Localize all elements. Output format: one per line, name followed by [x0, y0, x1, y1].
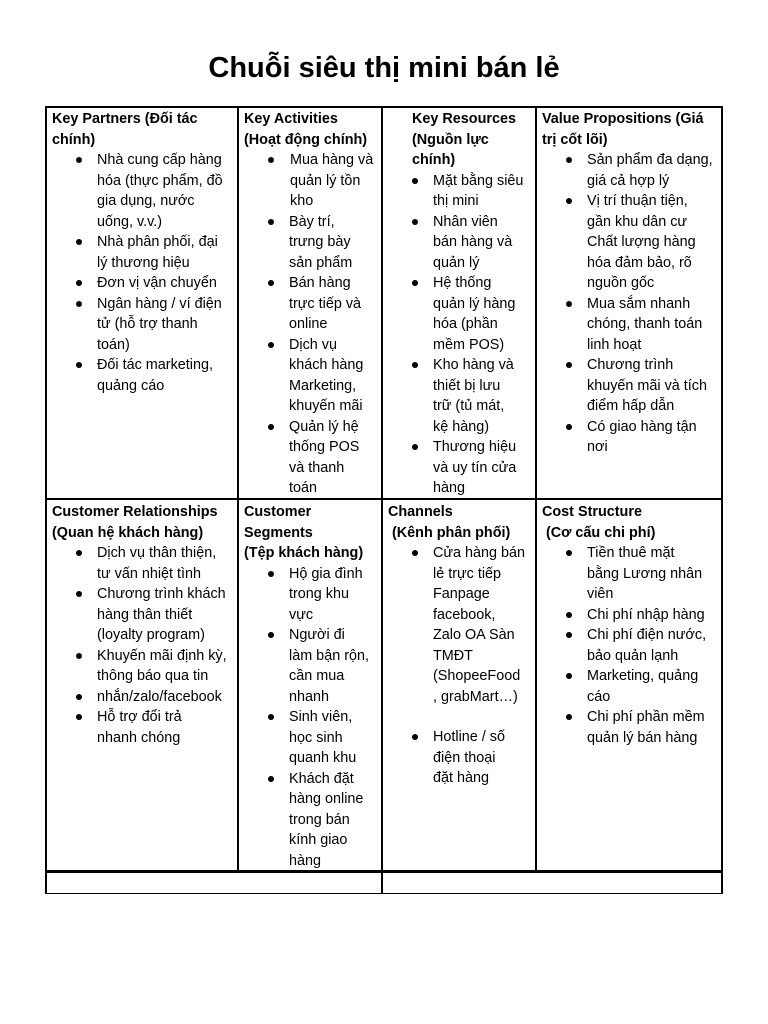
- list-item: [388, 212, 534, 274]
- item-line: và thanh: [289, 459, 345, 476]
- cell-heading: [388, 109, 534, 171]
- cell-heading: [542, 502, 720, 543]
- item-line: Hệ thống: [433, 275, 492, 291]
- item-line: Khuyến mãi định kỳ,: [97, 647, 227, 664]
- cell-key-resources: [388, 109, 534, 497]
- item-line: TMĐT: [433, 647, 473, 664]
- item-line: cần mua: [289, 668, 345, 684]
- list-item: [244, 273, 381, 335]
- item-line: hóa (thực phẩm, đồ: [97, 172, 223, 189]
- table-border-right: [721, 106, 723, 894]
- heading-line: chính): [52, 131, 96, 148]
- bullet-list: [388, 171, 534, 498]
- heading-line: Channels: [388, 504, 453, 520]
- item-line: Sản phẩm đa dạng,: [587, 152, 713, 168]
- list-item: [52, 273, 236, 294]
- item-line: hàng: [433, 480, 466, 496]
- heading-line: chính): [412, 152, 456, 168]
- bullet-list: [542, 543, 720, 748]
- list-item: [52, 687, 236, 708]
- list-item: [388, 727, 534, 789]
- table-divider-col3: [535, 106, 537, 873]
- item-line: Mặt bằng siêu: [433, 172, 524, 189]
- item-line: bảo quản lạnh: [587, 647, 679, 664]
- item-line: online: [289, 316, 328, 332]
- item-line: Nhà cung cấp hàng: [97, 152, 222, 168]
- item-line: Người đi: [289, 627, 345, 643]
- item-line: Sinh viên,: [289, 709, 353, 725]
- list-item: [542, 543, 720, 605]
- item-line: gia dụng, nước: [97, 193, 195, 209]
- item-line: sản phẩm: [289, 254, 353, 271]
- item-line: thị mini: [433, 193, 479, 209]
- item-line: Chi phí điện nước,: [587, 627, 707, 643]
- item-line: và uy tín cửa: [433, 459, 517, 476]
- item-line: hóa đảm bảo, rõ: [587, 254, 692, 271]
- heading-line: (Tệp khách hàng): [244, 545, 364, 561]
- cell-heading: [388, 502, 534, 543]
- item-line: quản lý hàng: [433, 295, 516, 312]
- item-line: trữ (tủ mát,: [433, 398, 505, 414]
- item-line: Ngân hàng / ví điện: [97, 295, 222, 312]
- heading-line: Value Propositions (Giá: [542, 111, 704, 127]
- list-item: [542, 294, 720, 356]
- bullet-list: [244, 150, 381, 497]
- item-line: facebook,: [433, 606, 496, 623]
- cell-heading: [52, 502, 236, 543]
- bullet-list: [52, 150, 236, 396]
- item-line: Hộ gia đình: [289, 565, 363, 582]
- cell-heading: [244, 502, 381, 564]
- cell-customer-relationships: [52, 502, 236, 868]
- item-line: làm bận rộn,: [289, 647, 369, 664]
- item-line: toán): [97, 336, 130, 353]
- bullet-list: [542, 150, 720, 458]
- item-line: điểm hấp dẫn: [587, 398, 675, 414]
- item-line: thông báo qua tin: [97, 668, 209, 684]
- item-line: chóng, thanh toán: [587, 316, 703, 332]
- item-line: học sinh: [289, 729, 343, 746]
- item-line: Bày trí,: [289, 213, 335, 230]
- item-line: Nhà phân phối, đại: [97, 234, 218, 250]
- item-line: nhanh chóng: [97, 729, 181, 746]
- heading-line: Segments: [244, 524, 313, 541]
- list-item: [542, 625, 720, 666]
- item-line: Bán hàng: [289, 275, 351, 291]
- item-line: Có giao hàng tận: [587, 418, 697, 435]
- item-line: trong khu: [289, 586, 350, 602]
- item-line: Vị trí thuận tiện,: [587, 193, 688, 209]
- item-line: Chi phí nhập hàng: [587, 606, 705, 623]
- item-line: trưng bày: [289, 234, 351, 250]
- item-line: Dịch vụ thân thiện,: [97, 545, 217, 561]
- item-line: giá cả hợp lý: [587, 172, 670, 189]
- item-line: (loyalty program): [97, 627, 205, 643]
- list-item: [542, 417, 720, 458]
- item-line: nguồn gốc: [587, 275, 655, 291]
- item-line: hàng online: [289, 791, 364, 807]
- list-item: [388, 171, 534, 212]
- list-item: [244, 707, 381, 769]
- item-line: Marketing, quảng: [587, 668, 699, 684]
- heading-line: (Cơ cấu chi phí): [542, 524, 656, 541]
- list-item: [244, 335, 381, 417]
- item-line: Hỗ trợ đổi trả: [97, 709, 182, 725]
- cell-key-activities: [244, 109, 381, 497]
- item-line: , grabMart…): [433, 688, 518, 705]
- item-line: điện thoại: [433, 749, 496, 766]
- cell-heading: [52, 109, 236, 150]
- cell-value-propositions: [542, 109, 720, 497]
- bullet-list: [388, 543, 534, 789]
- item-line: uống, v.v.): [97, 213, 163, 230]
- item-line: đặt hàng: [433, 770, 490, 786]
- item-line: quản lý bán hàng: [587, 729, 698, 746]
- table-border-bottom: [45, 893, 723, 894]
- item-line: nơi: [587, 439, 608, 455]
- item-line: trực tiếp và: [289, 295, 362, 312]
- table-divider-bottom: [45, 870, 723, 873]
- item-line: kho: [290, 193, 314, 209]
- list-item: [542, 191, 720, 294]
- list-item: [244, 417, 381, 498]
- list-item: [542, 707, 720, 748]
- list-item: [542, 666, 720, 707]
- heading-line: (Hoạt động chính): [244, 131, 368, 148]
- bullet-list: [52, 543, 236, 748]
- item-line: Zalo OA Sàn: [433, 627, 515, 643]
- list-item: [52, 294, 236, 356]
- item-line: Cửa hàng bán: [433, 545, 526, 561]
- item-line: quanh khu: [289, 750, 357, 766]
- list-item: [388, 273, 534, 355]
- item-line: Kho hàng và: [433, 357, 514, 373]
- heading-line: Cost Structure: [542, 504, 642, 520]
- list-item: [388, 437, 534, 497]
- list-item: [244, 212, 381, 274]
- item-line: tư vấn nhiệt tình: [97, 565, 202, 582]
- cell-cost-structure: [542, 502, 720, 868]
- item-line: Chương trình khách: [97, 586, 226, 602]
- cell-heading: [244, 109, 381, 150]
- bullet-list: [244, 564, 381, 869]
- list-item: [244, 564, 381, 626]
- list-item: [244, 769, 381, 869]
- list-item: [244, 150, 381, 212]
- item-line: kính giao: [289, 832, 348, 848]
- table-border-top: [45, 106, 723, 108]
- item-line: hàng: [289, 852, 322, 868]
- item-line: Quản lý hệ: [289, 418, 359, 435]
- heading-line: (Nguồn lực: [412, 131, 489, 148]
- cell-key-partners: [52, 109, 236, 497]
- heading-line: Key Activities: [244, 111, 338, 127]
- item-line: nhanh: [289, 688, 330, 705]
- heading-line: Key Resources: [412, 111, 516, 127]
- item-line: gần khu dân cư: [587, 213, 688, 230]
- item-line: Dịch vụ: [289, 336, 337, 353]
- item-line: trong bán: [289, 811, 350, 828]
- heading-line: Customer Relationships: [52, 504, 218, 520]
- item-line: Chất lượng hàng: [587, 234, 696, 250]
- table-divider-col2: [381, 106, 383, 894]
- heading-line: (Kênh phân phối): [388, 524, 511, 541]
- item-line: quảng cáo: [97, 377, 165, 394]
- heading-line: (Quan hệ khách hàng): [52, 524, 204, 541]
- item-line: quản lý: [433, 254, 480, 271]
- item-line: thống POS: [289, 439, 360, 455]
- document-title: Chuỗi siêu thị mini bán lẻ: [208, 52, 560, 84]
- list-item: [52, 232, 236, 273]
- item-line: Marketing,: [289, 377, 357, 394]
- item-line: bán hàng và: [433, 234, 513, 250]
- item-line: lý thương hiệu: [97, 254, 190, 271]
- item-line: bằng Lương nhân: [587, 565, 703, 582]
- item-line: Mua hàng và: [290, 152, 374, 168]
- item-line: quản lý tồn: [290, 172, 361, 189]
- list-item: [52, 584, 236, 646]
- list-item: [52, 355, 236, 396]
- item-line: lẻ trực tiếp: [433, 565, 502, 582]
- table-border-left: [45, 106, 47, 894]
- item-line: Đơn vị vận chuyển: [97, 275, 217, 291]
- item-line: Thương hiệu: [433, 439, 517, 455]
- item-line: Nhân viên: [433, 213, 498, 230]
- list-item: [542, 150, 720, 191]
- list-item: [52, 150, 236, 232]
- item-line: toán: [289, 480, 318, 496]
- item-line: vực: [289, 606, 314, 623]
- item-line: Đối tác marketing,: [97, 357, 213, 373]
- list-item: [388, 355, 534, 437]
- item-line: linh hoạt: [587, 336, 642, 353]
- item-line: Mua sắm nhanh: [587, 295, 691, 312]
- item-line: viên: [587, 586, 614, 602]
- item-line: hóa (phần: [433, 316, 498, 332]
- heading-line: Key Partners (Đối tác: [52, 111, 198, 127]
- list-item: [244, 625, 381, 707]
- list-item: [542, 605, 720, 626]
- cell-channels: [388, 502, 534, 868]
- item-line: khuyến mãi: [289, 398, 363, 414]
- heading-line: trị cốt lõi): [542, 131, 608, 148]
- list-item: [388, 543, 534, 707]
- list-item: [52, 646, 236, 687]
- cell-heading: [542, 109, 720, 150]
- item-line: mềm POS): [433, 336, 505, 353]
- list-item: [542, 355, 720, 417]
- item-line: hàng thân thiết: [97, 606, 193, 623]
- table-divider-col1: [237, 106, 239, 873]
- item-line: tử (hỗ trợ thanh: [97, 316, 198, 332]
- item-line: (ShopeeFood: [433, 668, 521, 684]
- item-line: kệ hàng): [433, 418, 490, 435]
- item-line: thiết bị lưu: [433, 377, 501, 394]
- cell-customer-segments: [244, 502, 381, 868]
- item-line: khách hàng: [289, 357, 364, 373]
- item-line: nhắn/zalo/facebook: [97, 688, 222, 705]
- item-line: khuyến mãi và tích: [587, 377, 707, 394]
- heading-line: Customer: [244, 504, 312, 520]
- item-line: Hotline / số: [433, 729, 505, 745]
- item-line: Tiền thuê mặt: [587, 545, 675, 561]
- item-line: Chương trình: [587, 357, 674, 373]
- list-item: [52, 543, 236, 584]
- item-line: Khách đặt: [289, 770, 354, 787]
- list-item: [52, 707, 236, 748]
- table-divider-middle: [45, 498, 723, 500]
- item-line: Fanpage: [433, 586, 490, 602]
- item-line: Chi phí phần mềm: [587, 709, 705, 725]
- item-line: cáo: [587, 688, 611, 705]
